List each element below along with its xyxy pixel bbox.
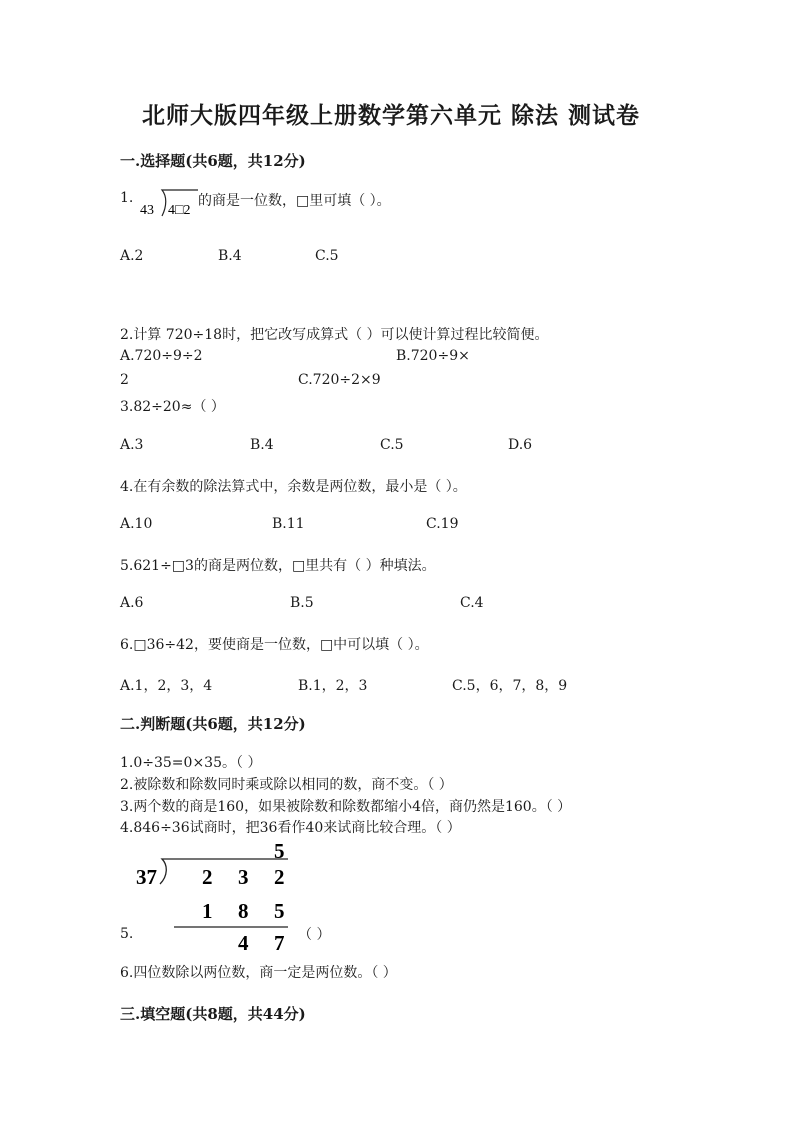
q5-option-a[interactable]: A.6	[120, 595, 144, 611]
q4-option-c[interactable]: C.19	[426, 516, 459, 532]
q1-option-c[interactable]: C.5	[315, 248, 339, 264]
q4-text: 4.在有余数的除法算式中，余数是两位数，最小是（ ）。	[120, 479, 467, 495]
section-heading-judge: 二.判断题(共6题，共12分)	[120, 715, 306, 733]
q2-option-a[interactable]: A.720÷9÷2	[120, 348, 203, 364]
judge-item-1: 1.0÷35=0×35。（ ）	[120, 755, 262, 771]
j5-product-digit-2: 8	[238, 899, 249, 923]
q2-text: 2.计算 720÷18时，把它改写成算式（ ）可以使计算过程比较简便。	[120, 327, 549, 343]
q6-option-a[interactable]: A.1，2，3，4	[120, 678, 213, 694]
j5-remainder-digit-1: 4	[238, 931, 249, 954]
judge-item-5-svg	[136, 838, 296, 954]
j5-bracket	[160, 859, 288, 884]
q1-divisor: 43	[140, 203, 154, 218]
page-title: 北师大版四年级上册数学第六单元 除法 测试卷	[142, 102, 641, 129]
j5-divisor: 37	[136, 865, 157, 889]
q6-text: 6.□36÷42，要使商是一位数，□中可以填（ ）。	[120, 637, 429, 653]
judge-item-4: 4.846÷36试商时，把36看作40来试商比较合理。（ ）	[120, 820, 461, 836]
q4-option-b[interactable]: B.11	[272, 516, 305, 532]
q1-division-figure	[140, 186, 200, 220]
q1-option-a[interactable]: A.2	[120, 248, 144, 264]
judge-item-2: 2.被除数和除数同时乘或除以相同的数，商不变。（ ）	[120, 777, 453, 793]
judge-item-5-number: 5.	[120, 926, 134, 942]
q1-option-b[interactable]: B.4	[218, 248, 242, 264]
q3-option-b[interactable]: B.4	[250, 437, 274, 453]
q5-option-c[interactable]: C.4	[460, 595, 484, 611]
q4-option-a[interactable]: A.10	[120, 516, 153, 532]
q6-option-b[interactable]: B.1，2，3	[298, 678, 368, 694]
judge-item-5-division-figure	[136, 838, 296, 954]
q6-option-c[interactable]: C.5，6，7，8，9	[452, 678, 568, 694]
judge-item-5-paren: （ ）	[298, 927, 331, 943]
q1-long-division-bracket	[140, 186, 200, 220]
q5-option-b[interactable]: B.5	[290, 595, 314, 611]
q3-option-a[interactable]: A.3	[120, 437, 144, 453]
section-heading-fill: 三.填空题(共8题，共44分)	[120, 1005, 306, 1023]
q5-text: 5.621÷□3的商是两位数，□里共有（ ）种填法。	[120, 558, 436, 574]
q3-option-d[interactable]: D.6	[508, 437, 533, 453]
judge-item-6: 6.四位数除以两位数，商一定是两位数。（ ）	[120, 965, 397, 981]
q1-dividend: 4□2	[168, 203, 191, 218]
j5-dividend-digit-3: 2	[274, 865, 285, 889]
q3-text: 3.82÷20≈（ ）	[120, 399, 225, 415]
q2-option-b[interactable]: B.720÷9×	[396, 348, 470, 364]
j5-dividend-digit-1: 2	[202, 865, 213, 889]
j5-dividend-digit-2: 3	[238, 865, 249, 889]
j5-product-digit-1: 1	[202, 899, 213, 923]
j5-quotient: 5	[274, 839, 285, 863]
q3-option-c[interactable]: C.5	[380, 437, 404, 453]
judge-item-3: 3.两个数的商是160，如果被除数和除数都缩小4倍，商仍然是160。（ ）	[120, 799, 572, 815]
q1-number: 1.	[120, 190, 134, 206]
j5-remainder-digit-2: 7	[274, 931, 285, 954]
section-heading-choice: 一.选择题(共6题，共12分)	[120, 152, 306, 170]
j5-product-digit-3: 5	[274, 899, 285, 923]
q2-option-c[interactable]: C.720÷2×9	[298, 372, 381, 388]
q1-text: 的商是一位数，□里可填（ ）。	[198, 193, 391, 209]
q2-option-b-cont: 2	[120, 372, 129, 388]
